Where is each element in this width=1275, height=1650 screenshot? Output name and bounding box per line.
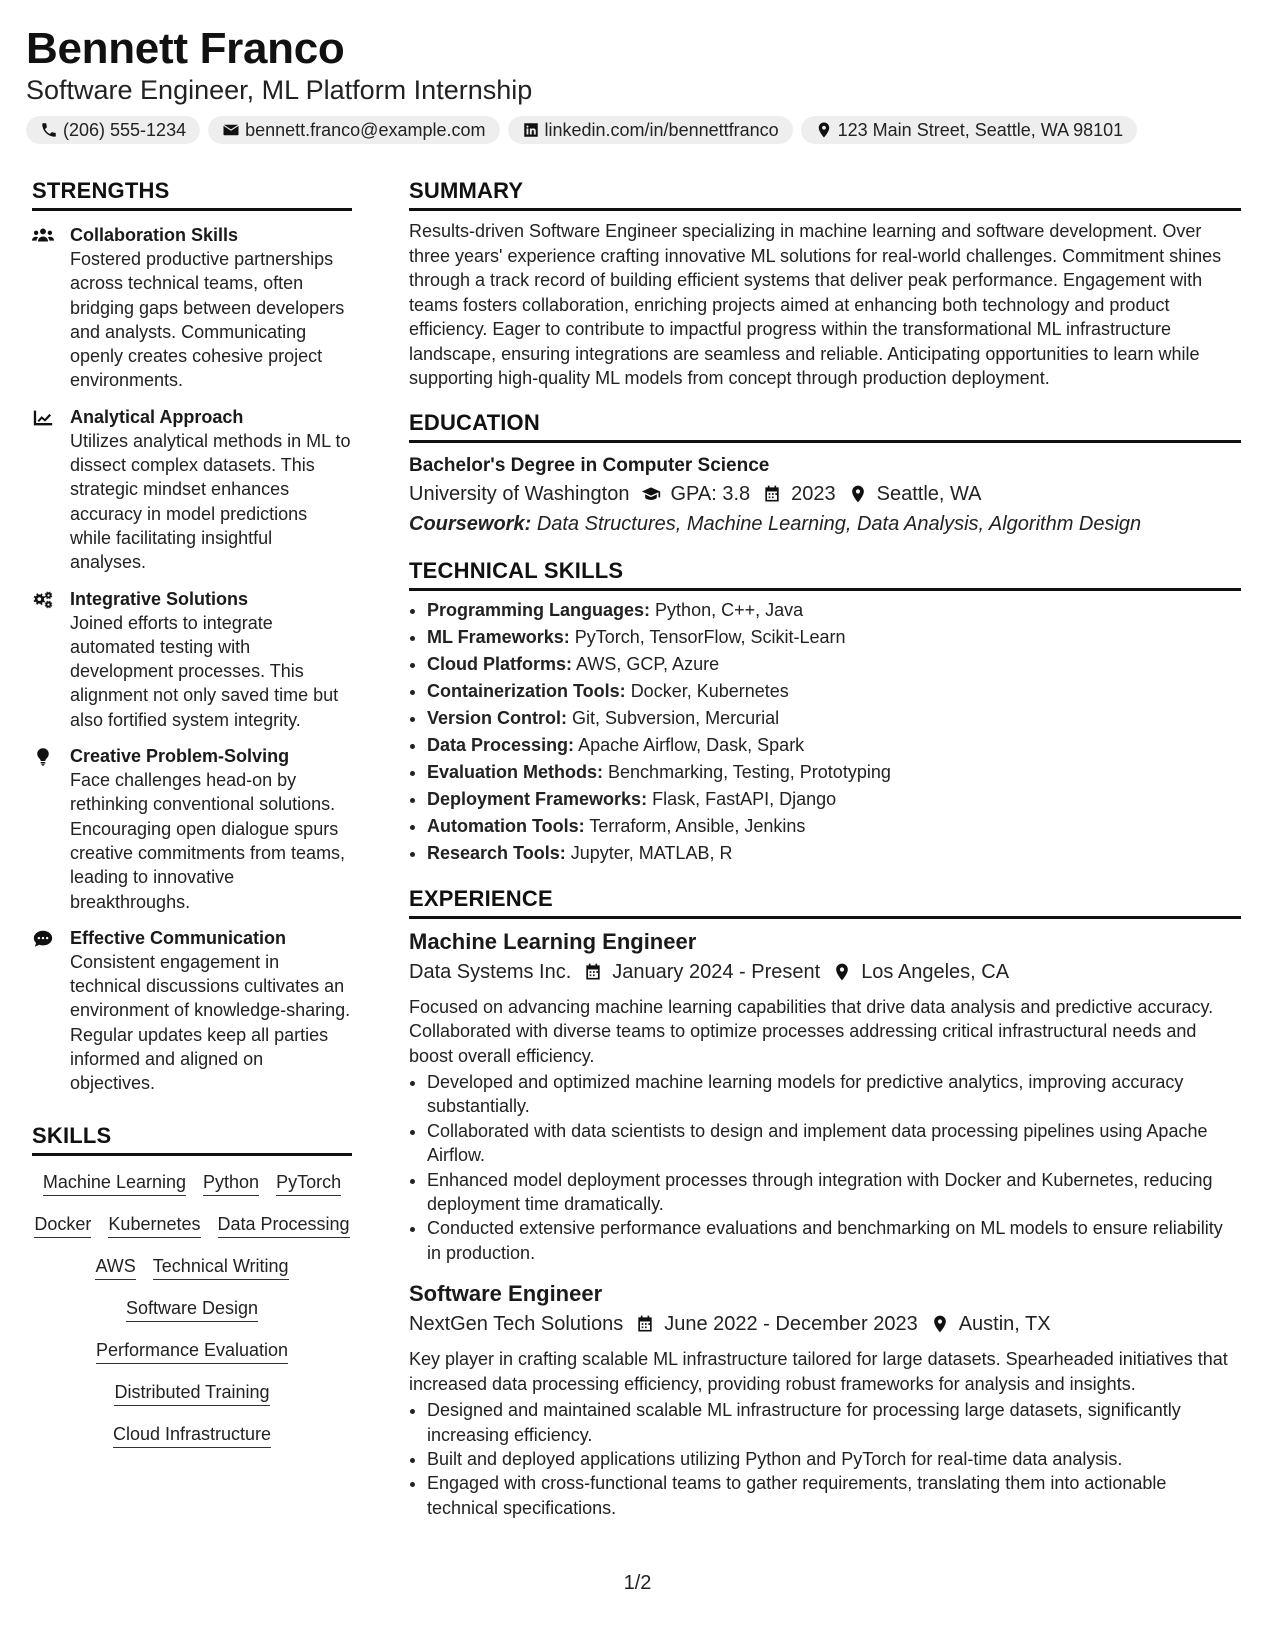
- list-item: [427, 597, 1241, 624]
- contact-address[interactable]: [801, 116, 1138, 144]
- location-icon: [848, 484, 868, 504]
- skill-label: Version Control:: [427, 707, 568, 728]
- skill-label: ML Frameworks:: [427, 626, 570, 647]
- lightbulb-icon: [32, 747, 54, 767]
- job-bullets: [409, 1398, 1241, 1520]
- skill-value: Flask, FastAPI, Django: [652, 788, 837, 809]
- strength-item: [32, 405, 352, 575]
- strength-item: [32, 223, 352, 393]
- list-item: [427, 840, 1241, 867]
- skill-value: PyTorch, TensorFlow, Scikit-Learn: [574, 626, 846, 647]
- technical-skills-heading: TECHNICAL SKILLS: [409, 557, 1241, 591]
- skill-tag: Kubernetes: [108, 1213, 200, 1238]
- technical-skills-section: [409, 557, 1241, 867]
- strength-desc: Joined efforts to integrate automated testing with development processes. This alignment not only saved time but also fortified system integrity.: [70, 612, 339, 730]
- location-icon: [815, 121, 833, 139]
- strength-desc: Consistent engagement in technical discussions cultivates an environment of knowledge-sharing. Regular updates keep all parties informed and aligned on objectives.: [70, 951, 351, 1094]
- skill-tag: Technical Writing: [153, 1255, 289, 1280]
- calendar-icon: [635, 1314, 655, 1334]
- education-heading: EDUCATION: [409, 409, 1241, 443]
- left-column: [32, 177, 352, 1448]
- contact-phone[interactable]: [26, 116, 200, 144]
- education-section: [409, 409, 1241, 539]
- gears-icon: [32, 590, 54, 610]
- contact-linkedin[interactable]: [508, 116, 793, 144]
- candidate-name: Bennett Franco: [26, 24, 345, 73]
- skill-label: Cloud Platforms:: [427, 653, 573, 674]
- list-item: • Collaborated with data scientists to design and implement data processing pipelines using Apache Airflow.: [427, 1119, 1241, 1168]
- job-summary: Key player in crafting scalable ML infrastructure tailored for large datasets. Spearheaded initiatives that increased data processing efficiency, providing robust frameworks for analysis and insights.: [409, 1349, 1228, 1394]
- experience-heading: EXPERIENCE: [409, 885, 1241, 919]
- list-item: • Designed and maintained scalable ML infrastructure for processing large datasets, significantly increasing efficiency.: [427, 1398, 1241, 1447]
- job-meta: [409, 1309, 1241, 1339]
- contact-address-text: 123 Main Street, Seattle, WA 98101: [837, 119, 1124, 140]
- location-icon: [832, 962, 852, 982]
- contact-email[interactable]: [208, 116, 499, 144]
- degree-title: Bachelor's Degree in Computer Science: [409, 454, 770, 476]
- strength-desc: Face challenges head-on by rethinking conventional solutions. Encouraging open dialogue spurs creative commitments from teams, leading to innovative breakthroughs.: [70, 770, 346, 912]
- skill-tag: Python: [203, 1171, 259, 1196]
- gpa: GPA: 3.8: [670, 482, 751, 505]
- skill-value: Jupyter, MATLAB, R: [570, 842, 733, 863]
- calendar-icon: [762, 484, 782, 504]
- education-meta: [409, 479, 1241, 509]
- skill-label: Containerization Tools:: [427, 680, 626, 701]
- job-dates: January 2024 - Present: [612, 960, 821, 983]
- skill-tag: PyTorch: [276, 1171, 341, 1196]
- list-item: [427, 759, 1241, 786]
- skills-heading: SKILLS: [32, 1122, 352, 1156]
- skill-value: AWS, GCP, Azure: [576, 653, 720, 674]
- job-summary: Focused on advancing machine learning capabilities that drive data analysis and predictive accuracy. Collaborated with diverse teams to optimize processes addressing critical infrastructural needs and boost overall efficiency.: [409, 996, 1214, 1066]
- skill-tag: Performance Evaluation: [96, 1339, 288, 1364]
- strength-item: [32, 744, 352, 914]
- strength-item: [32, 587, 352, 732]
- contact-bar: [26, 116, 1249, 144]
- job-bullets: [409, 1070, 1241, 1265]
- job-title: Software Engineer: [409, 1281, 603, 1307]
- contact-linkedin-text: linkedin.com/in/bennettfranco: [544, 119, 779, 140]
- skill-tag: Distributed Training: [114, 1381, 269, 1406]
- job-title: Machine Learning Engineer: [409, 928, 697, 954]
- graduation-year: 2023: [791, 482, 836, 505]
- skill-value: Python, C++, Java: [655, 599, 804, 620]
- users-icon: [32, 226, 54, 246]
- chart-line-icon: [32, 408, 54, 428]
- skill-value: Docker, Kubernetes: [630, 680, 789, 701]
- list-item: [427, 624, 1241, 651]
- skill-tag: Machine Learning: [43, 1171, 186, 1196]
- list-item: [427, 651, 1241, 678]
- right-column: [409, 177, 1241, 1520]
- strength-title: Collaboration Skills: [70, 225, 239, 245]
- coursework: [409, 509, 1241, 539]
- envelope-icon: [222, 121, 240, 139]
- job-meta: [409, 957, 1241, 987]
- list-item: • Developed and optimized machine learning models for predictive analytics, improving accuracy substantially.: [427, 1070, 1241, 1119]
- list-item: • Engaged with cross-functional teams to gather requirements, translating them into actionable technical specifications.: [427, 1471, 1241, 1520]
- skill-label: Data Processing:: [427, 734, 575, 755]
- summary-heading: SUMMARY: [409, 177, 1241, 211]
- comments-icon: [32, 929, 54, 949]
- skill-label: Evaluation Methods:: [427, 761, 604, 782]
- skill-value: Terraform, Ansible, Jenkins: [589, 815, 806, 836]
- company-name: NextGen Tech Solutions: [409, 1313, 624, 1336]
- skill-label: Automation Tools:: [427, 815, 585, 836]
- contact-email-text: bennett.franco@example.com: [245, 119, 486, 140]
- strength-title: Analytical Approach: [70, 406, 244, 427]
- education-location: Seattle, WA: [876, 482, 982, 505]
- list-item: [427, 732, 1241, 759]
- strength-title: Integrative Solutions: [70, 588, 249, 609]
- skill-label: Research Tools:: [427, 842, 566, 863]
- skill-tag: Data Processing: [218, 1213, 350, 1238]
- phone-icon: [40, 121, 58, 139]
- skill-label: Deployment Frameworks:: [427, 788, 648, 809]
- strength-title: Effective Communication: [70, 927, 287, 948]
- strength-title: Creative Problem-Solving: [70, 746, 290, 767]
- contact-phone-text: (206) 555-1234: [63, 119, 187, 140]
- job-location: Los Angeles, CA: [861, 960, 1010, 983]
- strength-item: [32, 926, 352, 1096]
- summary-text: Results-driven Software Engineer specializing in machine learning and software development. Over three years' experience crafting innovative ML solutions for real-world challenges. Commitment shines through a track record of building efficient systems that deliver peak performance. Engagement with teams fosters collaboration, enriching projects aimed at enhancing both technology and product efficiency. Eager to contribute to impactful progress within the transformational ML infrastructure landscape, ensuring integrations are seamless and reliable. Anticipating opportunities to learn while supporting high-quality ML models from concept through production deployment.: [409, 221, 1222, 388]
- linkedin-icon: [522, 121, 540, 139]
- job-dates: June 2022 - December 2023: [664, 1313, 918, 1336]
- list-item: [427, 786, 1241, 813]
- skill-value: Git, Subversion, Mercurial: [572, 707, 780, 728]
- skill-tag: AWS: [95, 1255, 135, 1280]
- resume-header: [26, 22, 1249, 144]
- strength-desc: Utilizes analytical methods in ML to dissect complex datasets. This strategic mindset enhances accuracy in model predictions while facilitating insightful analyses.: [70, 430, 351, 573]
- page-number: 1/2: [623, 1572, 652, 1594]
- calendar-icon: [583, 962, 603, 982]
- skill-value: Apache Airflow, Dask, Spark: [578, 734, 805, 755]
- skills-tags: [32, 1171, 352, 1448]
- strength-desc: Fostered productive partnerships across technical teams, often bridging gaps between developers and analysts. Communicating openly creates cohesive project environments.: [70, 249, 345, 391]
- strengths-list: [32, 223, 352, 1096]
- job-location: Austin, TX: [958, 1313, 1051, 1336]
- list-item: [427, 705, 1241, 732]
- list-item: [427, 678, 1241, 705]
- list-item: [427, 813, 1241, 840]
- strengths-heading: STRENGTHS: [32, 177, 352, 211]
- list-item: • Built and deployed applications utilizing Python and PyTorch for real-time data analysis.: [427, 1447, 1241, 1471]
- coursework-label: Coursework:: [409, 512, 532, 535]
- skill-label: Programming Languages:: [427, 599, 651, 620]
- skill-tag: Software Design: [126, 1297, 258, 1322]
- experience-section: [409, 885, 1241, 1521]
- technical-skills-list: [409, 597, 1241, 867]
- skill-tag: Cloud Infrastructure: [113, 1423, 271, 1448]
- candidate-title: Software Engineer, ML Platform Internship: [26, 75, 533, 105]
- company-name: Data Systems Inc.: [409, 960, 572, 983]
- location-icon: [930, 1314, 950, 1334]
- list-item: • Conducted extensive performance evaluations and benchmarking on ML models to ensure reliability in production.: [427, 1216, 1241, 1265]
- skill-value: Benchmarking, Testing, Prototyping: [608, 761, 891, 782]
- school-name: University of Washington: [409, 482, 630, 505]
- skill-tag: Docker: [34, 1213, 91, 1238]
- list-item: • Enhanced model deployment processes through integration with Docker and Kubernetes, reducing deployment time dramatically.: [427, 1168, 1241, 1217]
- graduation-cap-icon: [641, 484, 661, 504]
- coursework-list: Data Structures, Machine Learning, Data Analysis, Algorithm Design: [536, 512, 1142, 535]
